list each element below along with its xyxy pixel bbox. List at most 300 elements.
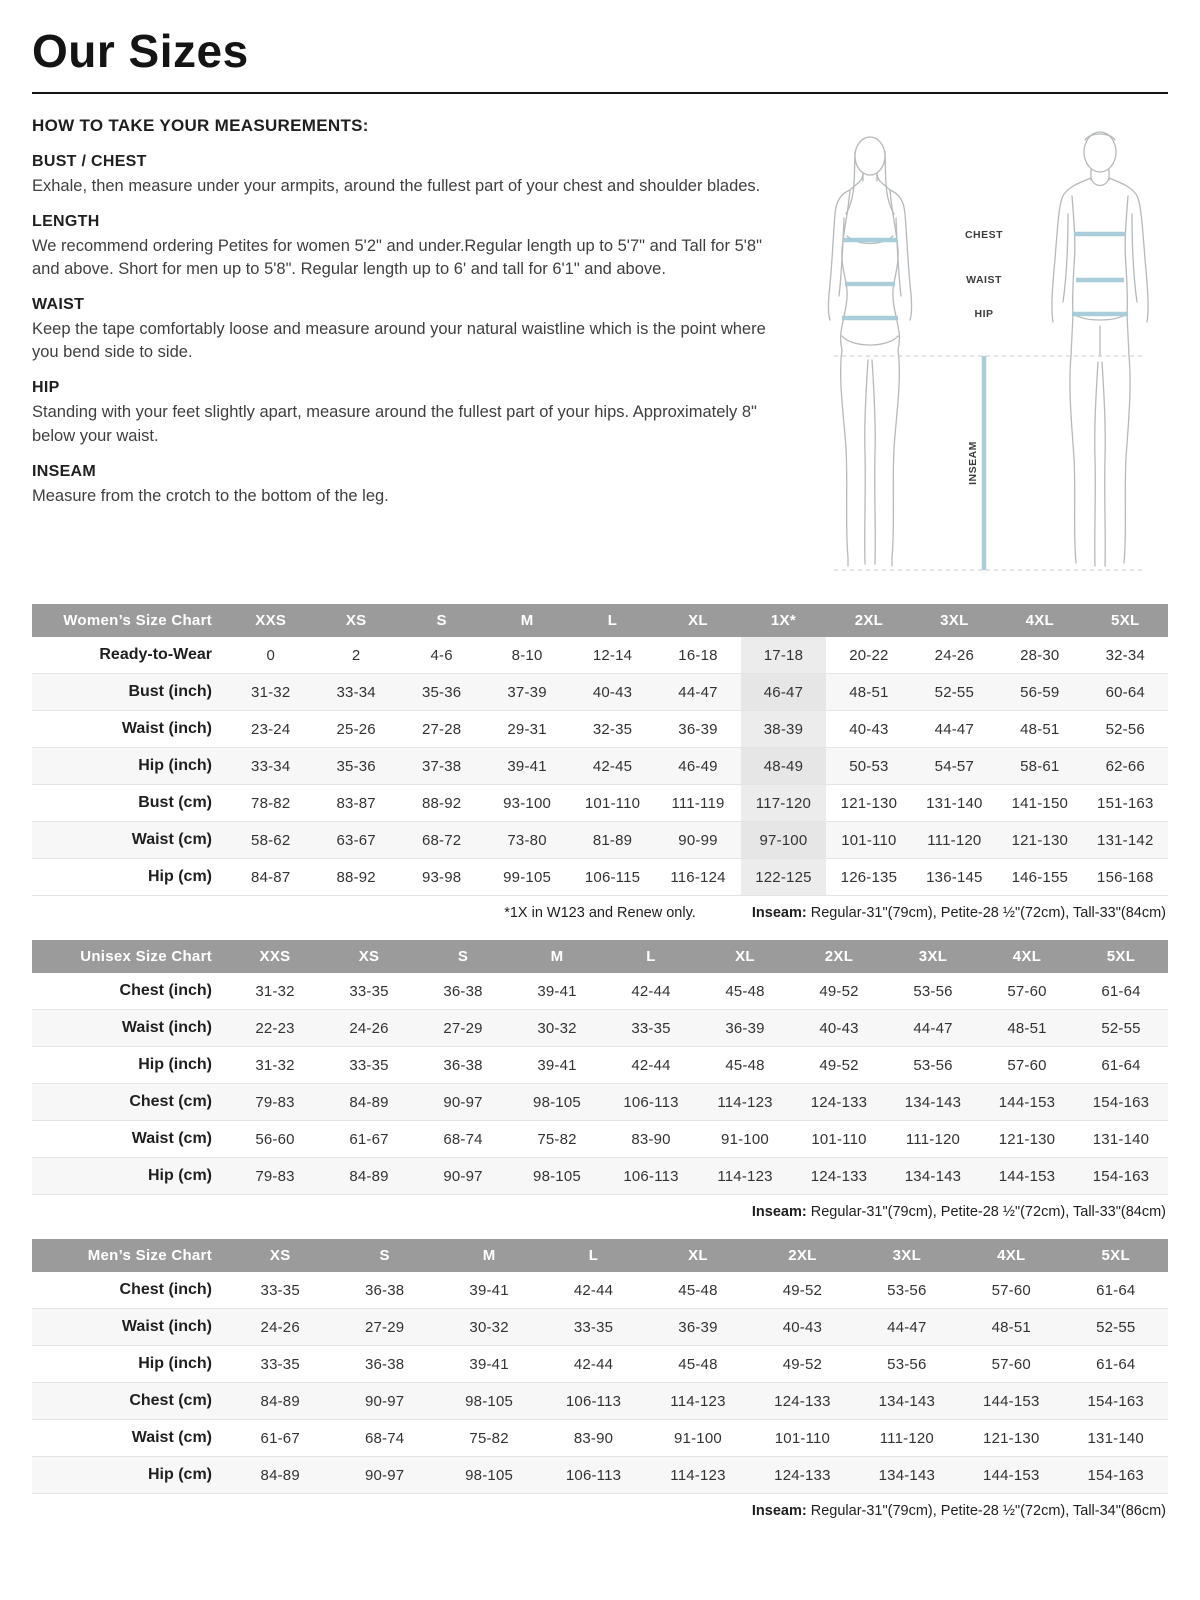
size-cell: 36-38 — [443, 1056, 483, 1074]
size-cell: 27-29 — [443, 1019, 483, 1037]
inseam-note: Inseam: Regular-31"(79cm), Petite-28 ½"(72cm), Tall-34"(86cm) — [751, 1503, 1166, 1519]
size-cell: 93-98 — [421, 868, 462, 886]
size-cell: 114-123 — [717, 1167, 773, 1185]
size-cell: 84-89 — [349, 1093, 389, 1111]
size-cell: 33-35 — [260, 1355, 300, 1373]
size-cell: 37-39 — [507, 683, 547, 701]
table-row — [32, 1420, 1168, 1457]
size-cell: 106-113 — [565, 1466, 622, 1484]
size-cell: 48-51 — [849, 683, 889, 701]
size-cell: 131-140 — [1092, 1130, 1150, 1148]
size-cell: 60-64 — [1105, 683, 1145, 701]
page-title: Our Sizes — [32, 25, 249, 77]
size-cell: 111-120 — [905, 1130, 961, 1148]
table-row — [32, 1383, 1168, 1420]
size-cell: 52-55 — [934, 683, 975, 701]
section-title: LENGTH — [32, 213, 100, 231]
size-cell: 73-80 — [507, 831, 547, 849]
size-cell: 79-83 — [255, 1167, 295, 1185]
size-cell: 45-48 — [678, 1355, 718, 1373]
size-cell: 121-130 — [998, 1130, 1056, 1148]
size-cell: 23-24 — [251, 720, 291, 738]
size-cell: 53-56 — [913, 982, 953, 1000]
row-label: Hip (inch) — [138, 1355, 212, 1372]
section-length — [32, 213, 780, 281]
table-row — [32, 1309, 1168, 1346]
male-figure-icon — [1052, 132, 1148, 566]
size-cell: 154-163 — [1087, 1392, 1144, 1410]
size-cell: 42-44 — [573, 1355, 614, 1373]
size-cell: 84-89 — [260, 1392, 300, 1410]
unisex-size-chart-section — [32, 940, 1168, 1226]
size-cell: 49-52 — [819, 982, 859, 1000]
table-row — [32, 748, 1168, 785]
size-cell: 114-123 — [670, 1466, 726, 1484]
section-inseam — [32, 463, 780, 508]
size-cell: 48-49 — [741, 748, 826, 785]
size-cell: 24-26 — [260, 1318, 300, 1336]
size-cell: 81-89 — [592, 831, 633, 849]
measurement-instructions — [32, 116, 780, 588]
table-row — [32, 859, 1168, 896]
size-column-header: L — [541, 1239, 645, 1272]
size-cell: 22-23 — [255, 1019, 295, 1037]
size-cell: 42-45 — [592, 757, 633, 775]
row-label: Hip (inch) — [138, 757, 212, 774]
size-cell: 106-113 — [565, 1392, 622, 1410]
table-header-row — [32, 1239, 1168, 1272]
size-cell: 141-150 — [1011, 794, 1069, 812]
measurement-figure — [788, 116, 1180, 588]
size-cell: 124-133 — [810, 1167, 868, 1185]
size-cell: 0 — [266, 646, 275, 664]
unisex-size-chart-table — [32, 940, 1168, 1195]
table-row — [32, 973, 1168, 1010]
size-column-header: S — [399, 604, 484, 637]
size-cell: 111-119 — [671, 794, 725, 812]
inseam-label: INSEAM — [967, 441, 979, 485]
size-column-header: XL — [646, 1239, 750, 1272]
row-label: Bust (inch) — [128, 683, 212, 700]
table-row — [32, 1346, 1168, 1383]
size-column-header: S — [332, 1239, 436, 1272]
row-label: Hip (cm) — [148, 868, 212, 885]
section-waist — [32, 296, 780, 364]
size-cell: 114-123 — [717, 1093, 773, 1111]
row-label: Chest (inch) — [119, 982, 212, 999]
size-cell: 52-56 — [1105, 720, 1145, 738]
row-label: Waist (inch) — [121, 1019, 212, 1036]
size-cell: 32-35 — [592, 720, 633, 738]
size-cell: 33-34 — [251, 757, 291, 775]
size-cell: 90-97 — [443, 1167, 483, 1185]
table-row — [32, 674, 1168, 711]
size-cell: 4-6 — [430, 646, 453, 664]
size-column-header: S — [416, 940, 510, 973]
row-label: Waist (cm) — [131, 1429, 212, 1446]
size-cell: 154-163 — [1092, 1167, 1150, 1185]
size-cell: 75-82 — [537, 1130, 577, 1148]
section-bust-chest — [32, 153, 780, 198]
size-cell: 40-43 — [782, 1318, 823, 1336]
size-cell: 121-130 — [983, 1429, 1040, 1447]
size-cell: 151-163 — [1097, 794, 1154, 812]
size-cell: 84-89 — [349, 1167, 389, 1185]
size-cell: 144-153 — [998, 1093, 1056, 1111]
size-cell: 61-67 — [260, 1429, 300, 1447]
size-cell: 36-38 — [364, 1355, 405, 1373]
size-column-header: M — [510, 940, 604, 973]
section-title: BUST / CHEST — [32, 153, 147, 170]
size-cell: 98-105 — [465, 1466, 514, 1484]
section-title: HIP — [32, 379, 60, 397]
size-cell: 35-36 — [336, 757, 376, 775]
section-hip — [32, 379, 780, 447]
table-row — [32, 1158, 1168, 1195]
size-cell: 12-14 — [592, 646, 633, 664]
size-cell: 114-123 — [670, 1392, 726, 1410]
size-column-header: XL — [698, 940, 792, 973]
size-cell: 38-39 — [741, 711, 826, 748]
size-cell: 134-143 — [878, 1392, 936, 1410]
size-cell: 32-34 — [1105, 646, 1145, 664]
table-title: Unisex Size Chart — [32, 940, 228, 973]
size-cell: 24-26 — [934, 646, 975, 664]
size-cell: 45-48 — [678, 1281, 718, 1299]
size-cell: 17-18 — [741, 637, 826, 674]
size-column-header: 3XL — [912, 604, 997, 637]
size-cell: 146-155 — [1011, 868, 1069, 886]
size-cell: 57-60 — [991, 1355, 1031, 1373]
size-cell: 136-145 — [926, 868, 983, 886]
size-column-header: XL — [655, 604, 740, 637]
size-cell: 83-90 — [631, 1130, 671, 1148]
size-cell: 42-44 — [631, 1056, 671, 1074]
table-row — [32, 1084, 1168, 1121]
size-cell: 124-133 — [810, 1093, 868, 1111]
size-cell: 48-51 — [991, 1318, 1031, 1336]
size-cell: 144-153 — [983, 1392, 1040, 1410]
size-cell: 39-41 — [537, 1056, 577, 1074]
size-cell: 36-39 — [678, 720, 718, 738]
size-cell: 154-163 — [1092, 1093, 1150, 1111]
size-cell: 68-74 — [443, 1130, 483, 1148]
size-cell: 45-48 — [725, 982, 765, 1000]
row-label: Waist (cm) — [131, 831, 212, 848]
size-cell: 48-51 — [1020, 720, 1060, 738]
size-column-header: L — [570, 604, 655, 637]
size-cell: 2 — [351, 646, 361, 664]
size-cell: 84-87 — [251, 868, 291, 886]
row-label: Hip (inch) — [138, 1056, 212, 1073]
size-cell: 31-32 — [251, 683, 291, 701]
size-cell: 31-32 — [255, 1056, 295, 1074]
size-cell: 83-90 — [573, 1429, 614, 1447]
size-cell: 101-110 — [811, 1130, 867, 1148]
size-cell: 63-67 — [336, 831, 376, 849]
table-title: Men’s Size Chart — [32, 1239, 228, 1272]
table-footnote — [32, 1204, 1168, 1226]
size-cell: 98-105 — [465, 1392, 514, 1410]
size-cell: 53-56 — [887, 1355, 927, 1373]
size-column-header: XS — [322, 940, 416, 973]
size-cell: 84-89 — [260, 1466, 300, 1484]
size-column-header: M — [484, 604, 569, 637]
womens-size-chart-section — [32, 604, 1168, 927]
size-cell: 124-133 — [774, 1392, 831, 1410]
size-cell: 27-29 — [364, 1318, 405, 1336]
size-cell: 25-26 — [336, 720, 376, 738]
size-cell: 88-92 — [336, 868, 376, 886]
size-column-header: XS — [313, 604, 398, 637]
size-cell: 44-47 — [678, 683, 718, 701]
size-cell: 54-57 — [934, 757, 975, 775]
size-cell: 90-99 — [678, 831, 718, 849]
size-column-header: 4XL — [959, 1239, 1063, 1272]
table-row — [32, 711, 1168, 748]
size-cell: 36-39 — [678, 1318, 718, 1336]
hip-label: HIP — [974, 308, 994, 320]
size-charts — [32, 604, 1168, 1525]
body-measurement-diagram — [788, 118, 1180, 588]
size-cell: 33-35 — [349, 982, 389, 1000]
section-body: Measure from the crotch to the bottom of the leg. — [32, 486, 389, 505]
size-cell: 53-56 — [913, 1056, 953, 1074]
size-column-header: L — [604, 940, 698, 973]
size-cell: 144-153 — [998, 1167, 1056, 1185]
size-cell: 39-41 — [469, 1355, 509, 1373]
size-cell: 68-72 — [421, 831, 462, 849]
size-cell: 68-74 — [364, 1429, 405, 1447]
size-cell: 36-39 — [725, 1019, 765, 1037]
size-column-header: 4XL — [997, 604, 1082, 637]
size-cell: 20-22 — [849, 646, 889, 664]
womens-size-chart-table — [32, 604, 1168, 896]
size-cell: 46-49 — [678, 757, 718, 775]
size-cell: 42-44 — [631, 982, 671, 1000]
chest-label: CHEST — [964, 229, 1004, 241]
size-cell: 39-41 — [507, 757, 547, 775]
footnote-asterisk-note: *1X in W123 and Renew only. — [504, 905, 696, 921]
size-cell: 40-43 — [849, 720, 889, 738]
size-cell: 37-38 — [421, 757, 462, 775]
size-cell: 121-130 — [1011, 831, 1069, 849]
size-cell: 61-64 — [1096, 1355, 1136, 1373]
row-label: Waist (cm) — [131, 1130, 212, 1147]
size-cell: 40-43 — [819, 1019, 859, 1037]
section-body: Exhale, then measure under your armpits, around the fullest part of your chest and shoulder blades. — [32, 177, 761, 195]
mens-size-chart-section — [32, 1239, 1168, 1525]
row-label: Waist (inch) — [121, 720, 212, 737]
size-column-header: XXS — [228, 940, 322, 973]
size-cell: 33-35 — [573, 1318, 614, 1336]
size-cell: 31-32 — [255, 982, 295, 1000]
size-cell: 106-113 — [623, 1093, 679, 1111]
size-cell: 56-60 — [255, 1130, 295, 1148]
size-column-header: 5XL — [1074, 940, 1168, 973]
size-cell: 91-100 — [674, 1429, 722, 1447]
size-cell: 90-97 — [443, 1093, 483, 1111]
size-cell: 36-38 — [443, 982, 483, 1000]
table-row — [32, 1272, 1168, 1309]
size-cell: 90-97 — [364, 1392, 405, 1410]
female-figure-icon — [828, 137, 911, 566]
size-cell: 154-163 — [1087, 1466, 1144, 1484]
table-footnote — [32, 1503, 1168, 1525]
size-cell: 33-35 — [260, 1281, 300, 1299]
table-footnote — [32, 905, 1168, 927]
row-label: Chest (cm) — [129, 1093, 212, 1110]
size-cell: 33-35 — [631, 1019, 671, 1037]
title-divider — [32, 92, 1168, 94]
size-cell: 61-64 — [1101, 982, 1141, 1000]
size-cell: 101-110 — [841, 831, 897, 849]
page-header — [32, 24, 1168, 94]
size-cell: 39-41 — [469, 1281, 509, 1299]
section-body: Standing with your feet slightly apart, measure around the fullest part of your hips. Approximately 8" below your waist. — [32, 403, 757, 445]
table-row — [32, 1047, 1168, 1084]
size-cell: 93-100 — [503, 794, 552, 812]
size-cell: 134-143 — [904, 1093, 962, 1111]
size-cell: 44-47 — [913, 1019, 953, 1037]
size-cell: 106-115 — [584, 868, 641, 886]
size-column-header: 3XL — [886, 940, 980, 973]
size-cell: 61-64 — [1096, 1281, 1136, 1299]
size-cell: 45-48 — [725, 1056, 765, 1074]
size-column-header: 2XL — [826, 604, 911, 637]
table-row — [32, 785, 1168, 822]
size-cell: 75-82 — [469, 1429, 509, 1447]
size-cell: 111-120 — [927, 831, 982, 849]
mens-size-chart-table — [32, 1239, 1168, 1494]
size-cell: 58-62 — [251, 831, 291, 849]
size-cell: 106-113 — [623, 1167, 679, 1185]
size-cell: 131-142 — [1097, 831, 1154, 849]
size-column-header: 2XL — [750, 1239, 854, 1272]
row-label: Waist (inch) — [121, 1318, 212, 1335]
size-cell: 116-124 — [670, 868, 726, 886]
size-cell: 30-32 — [469, 1318, 509, 1336]
size-cell: 124-133 — [774, 1466, 831, 1484]
size-cell: 53-56 — [887, 1281, 927, 1299]
size-cell: 134-143 — [878, 1466, 936, 1484]
size-cell: 40-43 — [592, 683, 633, 701]
size-cell: 16-18 — [678, 646, 718, 664]
size-cell: 61-64 — [1101, 1056, 1141, 1074]
table-row — [32, 637, 1168, 674]
size-cell: 101-110 — [584, 794, 641, 812]
size-cell: 57-60 — [1007, 1056, 1047, 1074]
size-cell: 29-31 — [507, 720, 547, 738]
size-cell: 97-100 — [741, 822, 826, 859]
size-cell: 30-32 — [537, 1019, 577, 1037]
table-row — [32, 1457, 1168, 1494]
size-column-header: 1X* — [741, 604, 826, 637]
size-column-header: 5XL — [1064, 1239, 1169, 1272]
size-cell: 52-55 — [1096, 1318, 1136, 1336]
size-cell: 28-30 — [1020, 646, 1060, 664]
size-cell: 57-60 — [991, 1281, 1031, 1299]
size-cell: 126-135 — [840, 868, 898, 886]
size-cell: 62-66 — [1105, 757, 1145, 775]
size-column-header: M — [437, 1239, 541, 1272]
section-body: Keep the tape comfortably loose and measure around your natural waistline which is the point where you bend side to side. — [32, 320, 766, 362]
size-cell: 27-28 — [421, 720, 462, 738]
size-cell: 46-47 — [741, 674, 826, 711]
row-label: Bust (cm) — [138, 794, 212, 811]
size-cell: 78-82 — [251, 794, 291, 812]
size-cell: 49-52 — [782, 1281, 823, 1299]
size-cell: 111-120 — [879, 1429, 934, 1447]
table-row — [32, 1010, 1168, 1047]
size-cell: 98-105 — [533, 1093, 581, 1111]
size-cell: 99-105 — [503, 868, 552, 886]
inseam-note: Inseam: Regular-31"(79cm), Petite-28 ½"(72cm), Tall-33"(84cm) — [751, 1204, 1166, 1220]
size-cell: 83-87 — [336, 794, 376, 812]
size-cell: 33-34 — [336, 683, 376, 701]
size-cell: 90-97 — [364, 1466, 405, 1484]
size-cell: 98-105 — [533, 1167, 581, 1185]
size-cell: 48-51 — [1007, 1019, 1047, 1037]
section-body: We recommend ordering Petites for women 5'2" and under.Regular length up to 5'7" and Tall for 5'8" and above. Short for men up to 5'8". Regular length up to 6' and tall for 6'1" and above. — [32, 237, 762, 279]
size-cell: 131-140 — [1087, 1429, 1144, 1447]
row-label: Ready-to-Wear — [99, 646, 212, 663]
size-cell: 101-110 — [774, 1429, 831, 1447]
table-row — [32, 1121, 1168, 1158]
size-column-header: 5XL — [1083, 604, 1168, 637]
size-cell: 52-55 — [1101, 1019, 1141, 1037]
size-cell: 134-143 — [904, 1167, 962, 1185]
size-cell: 56-59 — [1020, 683, 1060, 701]
size-cell: 88-92 — [421, 794, 462, 812]
size-cell: 50-53 — [849, 757, 889, 775]
row-label: Chest (cm) — [129, 1392, 212, 1409]
row-label: Hip (cm) — [148, 1167, 212, 1184]
size-cell: 58-61 — [1020, 757, 1060, 775]
size-cell: 49-52 — [819, 1056, 859, 1074]
table-header-row — [32, 604, 1168, 637]
size-column-header: XS — [228, 1239, 332, 1272]
row-label: Hip (cm) — [148, 1466, 212, 1483]
size-cell: 49-52 — [782, 1355, 823, 1373]
size-cell: 44-47 — [934, 720, 975, 738]
size-cell: 33-35 — [349, 1056, 389, 1074]
top-content — [32, 116, 1168, 588]
size-cell: 35-36 — [421, 683, 462, 701]
instructions-heading: HOW TO TAKE YOUR MEASUREMENTS: — [32, 116, 369, 135]
size-column-header: XXS — [228, 604, 313, 637]
size-column-header: 3XL — [855, 1239, 959, 1272]
size-cell: 24-26 — [349, 1019, 389, 1037]
table-row — [32, 822, 1168, 859]
size-cell: 61-67 — [349, 1130, 389, 1148]
size-cell: 117-120 — [741, 785, 826, 822]
row-label: Chest (inch) — [119, 1281, 212, 1298]
size-cell: 42-44 — [573, 1281, 614, 1299]
inseam-note: Inseam: Regular-31"(79cm), Petite-28 ½"(72cm), Tall-33"(84cm) — [751, 905, 1166, 921]
size-cell: 122-125 — [741, 859, 826, 896]
size-cell: 57-60 — [1007, 982, 1047, 1000]
size-cell: 36-38 — [364, 1281, 405, 1299]
size-cell: 44-47 — [887, 1318, 927, 1336]
size-cell: 39-41 — [537, 982, 577, 1000]
size-cell: 79-83 — [255, 1093, 295, 1111]
size-cell: 91-100 — [721, 1130, 769, 1148]
table-header-row — [32, 940, 1168, 973]
size-cell: 131-140 — [926, 794, 983, 812]
waist-label: WAIST — [966, 274, 1002, 286]
size-cell: 8-10 — [511, 646, 543, 664]
